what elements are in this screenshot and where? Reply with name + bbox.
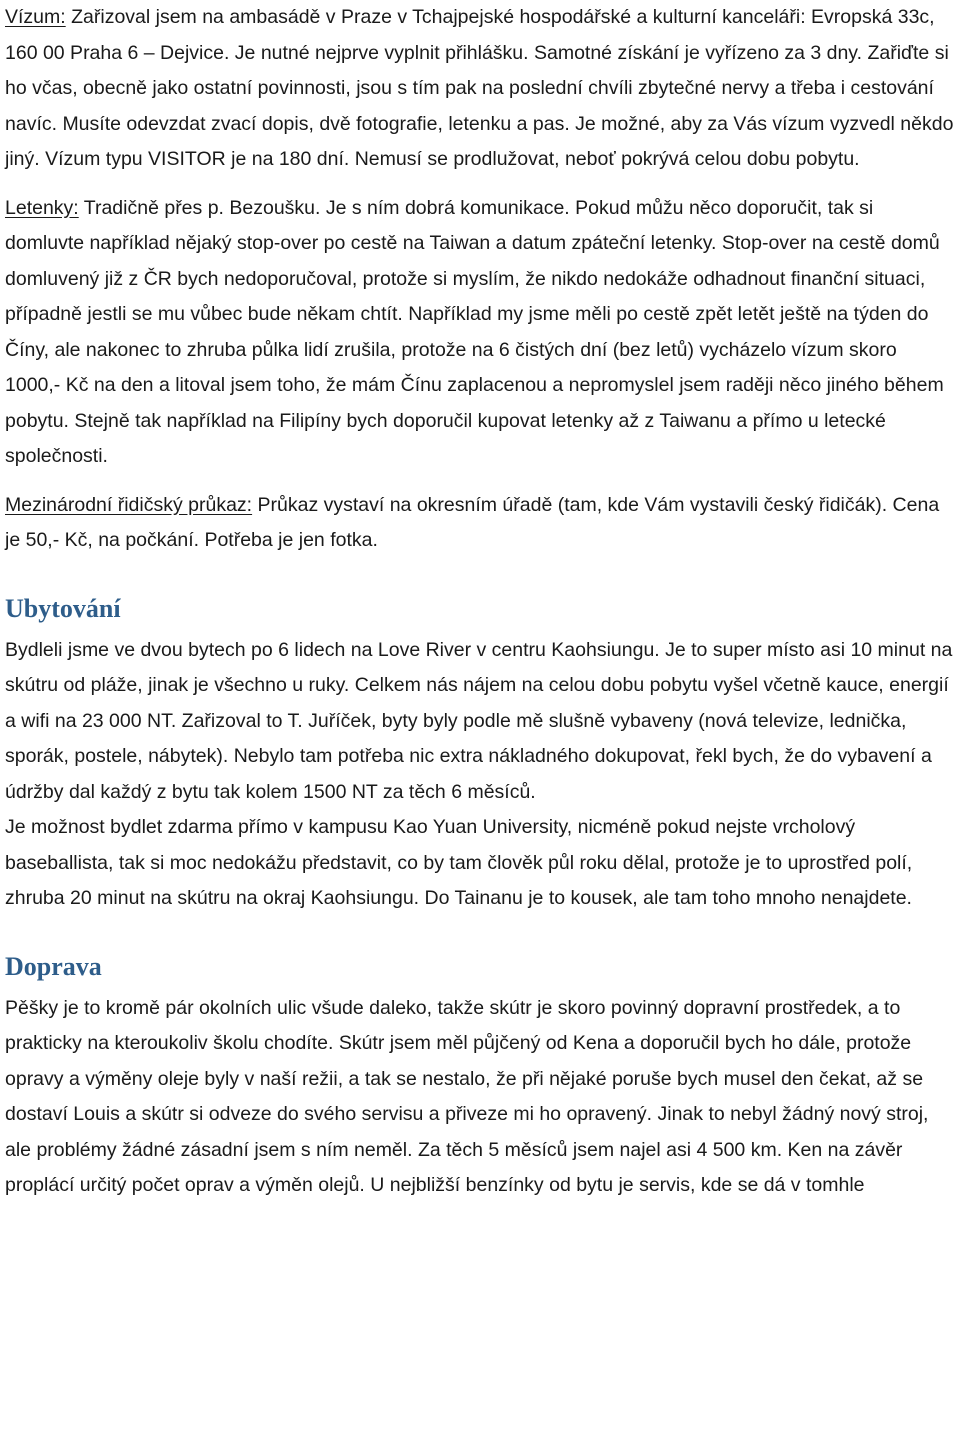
tickets-paragraph bbox=[5, 191, 957, 475]
spacer bbox=[5, 559, 957, 593]
license-text: Průkaz vystaví na okresním úřadě (tam, kde Vám vystavili český řidičák). Cena je 50,- Kč, na počkání. Potřeba je jen fotka. bbox=[5, 493, 940, 551]
accommodation-paragraph-2: Je možnost bydlet zdarma přímo v kampusu Kao Yuan University, nicméně pokud nejste vrcholový baseballista, tak si moc nedokážu představit, co by tam člověk půl roku dělal, protože je to uprostřed polí, zhruba 20 minut na skútru na okraj Kaohsiungu. Do Tainanu je to kousek, ale tam toho mnoho nenajdete. bbox=[5, 816, 913, 909]
visa-label: Vízum: bbox=[5, 6, 66, 28]
tickets-label: Letenky: bbox=[5, 196, 79, 219]
license-label: Mezinárodní řidičský průkaz: bbox=[5, 493, 253, 516]
accommodation-paragraph-1: Bydleli jsme ve dvou bytech po 6 lidech na Love River v centru Kaohsiungu. Je to super místo asi 10 minut na skútru od pláže, jinak je všechno u ruky. Celkem nás nájem na celou dobu pobytu vyšel včetně kauce, energií a wifi na 23 000 NT. Zařizoval to T. Juříček, byty byly podle mě slušně vybaveny (nová televize, lednička, sporák, postele, nábytek). Nebylo tam potřeba nic extra nákladného dokupovat, řekl bych, že do vybavení a údržby dal každý z bytu tak kolem 1500 NT za těch 6 měsíců. bbox=[5, 638, 953, 803]
visa-text: Zařizoval jsem na ambasádě v Praze v Tchajpejské hospodářské a kulturní kanceláři: Evropská 33c, 160 00 Praha 6 – Dejvice. Je nutné nejprve vyplnit přihlášku. Samotné získání je vyřízeno za 3 dny. Zařiďte si ho včas, obecně jako ostatní povinnosti, jsou s tím pak na poslední chvíli zbytečné nervy a třeba i cestování navíc. Musíte odevzdat zvací dopis, dvě fotografie, letenku a pas. Je možné, aby za Vás vízum vyzvedl někdo jiný. Vízum typu VISITOR je na 180 dní. Nemusí se prodlužovat, neboť pokrývá celou dobu pobytu. bbox=[5, 6, 954, 170]
visa-paragraph bbox=[5, 0, 957, 178]
spacer bbox=[5, 917, 957, 951]
transport-heading: Doprava bbox=[5, 951, 102, 981]
spacer bbox=[5, 178, 957, 191]
tickets-text: Tradičně přes p. Bezoušku. Je s ním dobrá komunikace. Pokud můžu něco doporučit, tak si domluvte například nějaký stop-over po cestě na Taiwan a datum zpáteční letenky. Stop-over na cestě domů domluvený již z ČR bych nedoporučoval, protože si myslím, že nikdo nedokáže odhadnout finanční situaci, případně jestli se mu vůbec bude někam chtít. Například my jsme měli po cestě zpět letět ještě na týden do Číny, ale nakonec to zhruba půlka lidí zrušila, protože na 6 čistých dní (bez letů) vycházelo vízum skoro 1000,- Kč na den a litoval jsem toho, že mám Čínu zaplacenou a nepromyslel jsem raději něco jiného během pobytu. Stejně tak například na Filipíny bych doporučil kupovat letenky až z Taiwanu a přímo u letecké společnosti. bbox=[5, 196, 944, 467]
transport-paragraph-1: Pěšky je to kromě pár okolních ulic všude daleko, takže skútr je skoro povinný dopravní prostředek, a to prakticky na kteroukoliv školu chodíte. Skútr jsem měl půjčený od Kena a doporučil bych ho dále, protože opravy a výměny oleje byly v naší režii, a tak se nestalo, že při nějaké poruše bych musel den čekat, až se dostaví Louis a skútr si odveze do svého servisu a přiveze mi ho opravený. Jinak to nebyl žádný nový stroj, ale problémy žádné zásadní jsem s ním neměl. Za těch 5 měsíců jsem najel asi 4 500 km. Ken na závěr proplácí určitý počet oprav a výměn olejů. U nejbližší benzínky od bytu je servis, kde se dá v tomhle bbox=[5, 996, 929, 1196]
accommodation-heading: Ubytování bbox=[5, 593, 121, 623]
license-paragraph bbox=[5, 488, 957, 559]
document-page bbox=[5, 0, 957, 1204]
spacer bbox=[5, 475, 957, 488]
